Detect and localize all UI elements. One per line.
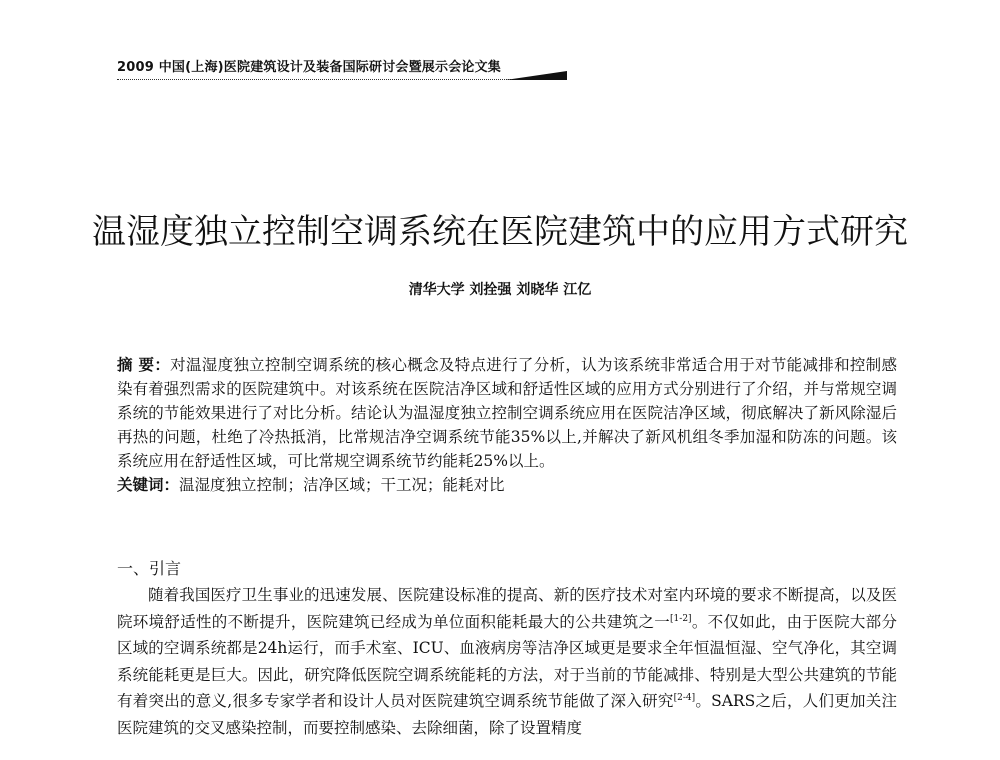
- paper-title: 温湿度独立控制空调系统在医院建筑中的应用方式研究: [92, 212, 908, 252]
- abstract-block: [117, 353, 897, 497]
- running-header: 2009 中国(上海)医院建筑设计及装备国际研讨会暨展示会论文集: [117, 60, 501, 75]
- intro-text-part2: 。不仅如此，由于医院大部分区域的空调系统都是24h运行，而手术室、ICU、血液病房等洁净区域更是要求全年恒温恒湿、空气净化，其空调系统能耗更是巨大。因此，研究降低医院空调系统能耗的方法，对于当前的节能减排、特别是大型公共建筑的节能有着突出的意义,很多专家学者和设计人员对医院建筑空调系统节能做了深入研究: [117, 612, 897, 710]
- section-heading-introduction: 一、引言: [117, 559, 182, 578]
- abstract-text: 对温湿度独立控制空调系统的核心概念及特点进行了分析，认为该系统非常适合用于对节能减排和控制感染有着强烈需求的医院建筑中。对该系统在医院洁净区域和舒适性区域的应用方式分别进行了介绍，并与常规空调系统的节能效果进行了对比分析。结论认为温湿度独立控制空调系统应用在医院洁净区域，彻底解决了新风除湿后再热的问题，杜绝了冷热抵消，比常规洁净空调系统节能35%以上,并解决了新风机组冬季加湿和防冻的问题。该系统应用在舒适性区域，可比常规空调系统节约能耗25%以上。: [117, 356, 897, 470]
- keywords-text: 温湿度独立控制；洁净区域；干工况；能耗对比: [179, 476, 505, 494]
- intro-paragraph: [117, 582, 897, 741]
- keywords-label: 关键词：: [117, 476, 180, 494]
- keywords-paragraph: [117, 473, 897, 497]
- header-wedge: [505, 71, 567, 80]
- abstract-paragraph: [117, 353, 897, 473]
- citation-ref-1: [1-2]: [670, 613, 692, 624]
- citation-ref-2: [2-4]: [673, 692, 696, 703]
- abstract-label: 摘 要：: [117, 356, 171, 374]
- intro-text-part1: 随着我国医疗卫生事业的迅速发展、医院建设标准的提高、新的医疗技术对室内环境的要求不断提高，以及医院环境舒适性的不断提升，医院建筑已经成为单位面积能耗最大的公共建筑之一: [117, 586, 897, 631]
- header-rule: [117, 79, 567, 80]
- intro-text-part3: 。SARS之后，人们更加关注医院建筑的交叉感染控制，而要控制感染、去除细菌，除了设置精度: [117, 692, 897, 737]
- authors-line: 清华大学 刘拴强 刘晓华 江亿: [408, 282, 592, 298]
